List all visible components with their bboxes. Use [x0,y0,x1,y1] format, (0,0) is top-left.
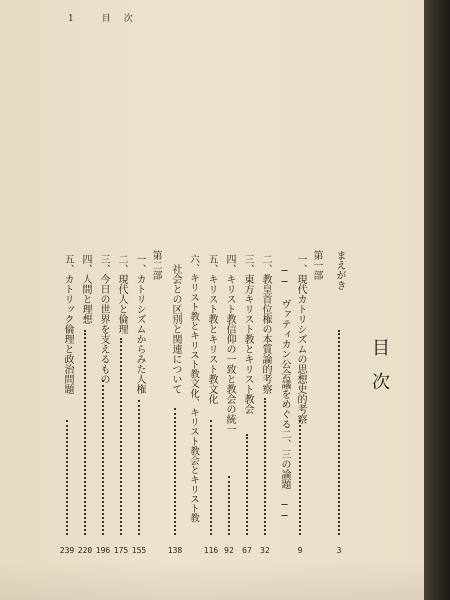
page-ch1-6: 138 [167,546,183,555]
leader-ch1-2 [264,398,266,535]
leader-ch2-4 [84,330,86,535]
toc-entry-ch2-1: 一、カトリシズムからみた人権 [134,254,145,394]
toc-entry-ch1-1-subtitle: ── ヴァティカン公会議をめぐる二、三の論題 ── [279,266,290,522]
page-maegaki: 3 [336,546,342,555]
running-header [68,11,161,24]
page-ch2-5: 239 [59,546,75,555]
toc-entry-ch1-2: 二、教皇首位権の本質論的考察 [260,254,271,394]
header-page-number: 1 [68,14,76,24]
page-ch1-3: 67 [242,546,252,555]
leader-ch2-1 [138,400,140,535]
leader-ch2-3 [102,380,104,535]
page-ch1-2: 32 [260,546,270,555]
leader-ch1-6 [174,408,176,535]
header-title: 目 次 [101,14,135,24]
toc-entry-ch1-3: 三、東方キリスト教とキリスト教会 [242,254,253,414]
toc-entry-ch1-6-cont: 社会との区別と関連について [170,264,181,394]
page-ch1-4: 92 [224,546,234,555]
toc-entry-ch2-3: 三、今日の世界を支えるもの [98,254,109,384]
leader-ch1-1 [299,420,301,535]
page-ch2-4: 220 [77,546,93,555]
book-spine-edge [424,0,450,600]
leader-ch1-3 [246,434,248,535]
page-ch1-1: 9 [297,546,303,555]
toc-title: 目次 [369,338,390,406]
toc-entry-ch1-4: 四、キリスト教信仰の一致と教会の統一 [224,254,235,434]
page-ch2-3: 196 [95,546,111,555]
leader-ch1-5 [210,420,212,535]
page-ch1-5: 116 [203,546,219,555]
part1-heading: 第一部 [311,250,322,280]
toc-entry-ch2-5: 五、カトリック倫理と政治問題 [62,254,73,394]
leader-ch2-5 [66,420,68,535]
toc-entry-maegaki: まえがき [334,250,345,290]
toc-entry-ch1-1: 一、現代カトリシズムの思想史的考察 [295,254,306,424]
toc-entry-ch1-6: 六、キリスト教とキリスト教文化、キリスト教会とキリスト教 [188,254,199,523]
leader-ch1-4 [228,476,230,535]
toc-entry-ch1-5: 五、キリスト教とキリスト教文化 [206,254,217,404]
page-ch2-2: 175 [113,546,129,555]
toc-entry-ch2-4: 四、人間と理想 [80,254,91,324]
part2-heading: 第二部 [150,250,161,280]
leader-maegaki [338,330,340,535]
leader-ch2-2 [120,338,122,535]
page-shadow [0,560,424,600]
page-ch2-1: 155 [131,546,147,555]
toc-entry-ch2-2: 二、現代人と倫理 [116,254,127,334]
